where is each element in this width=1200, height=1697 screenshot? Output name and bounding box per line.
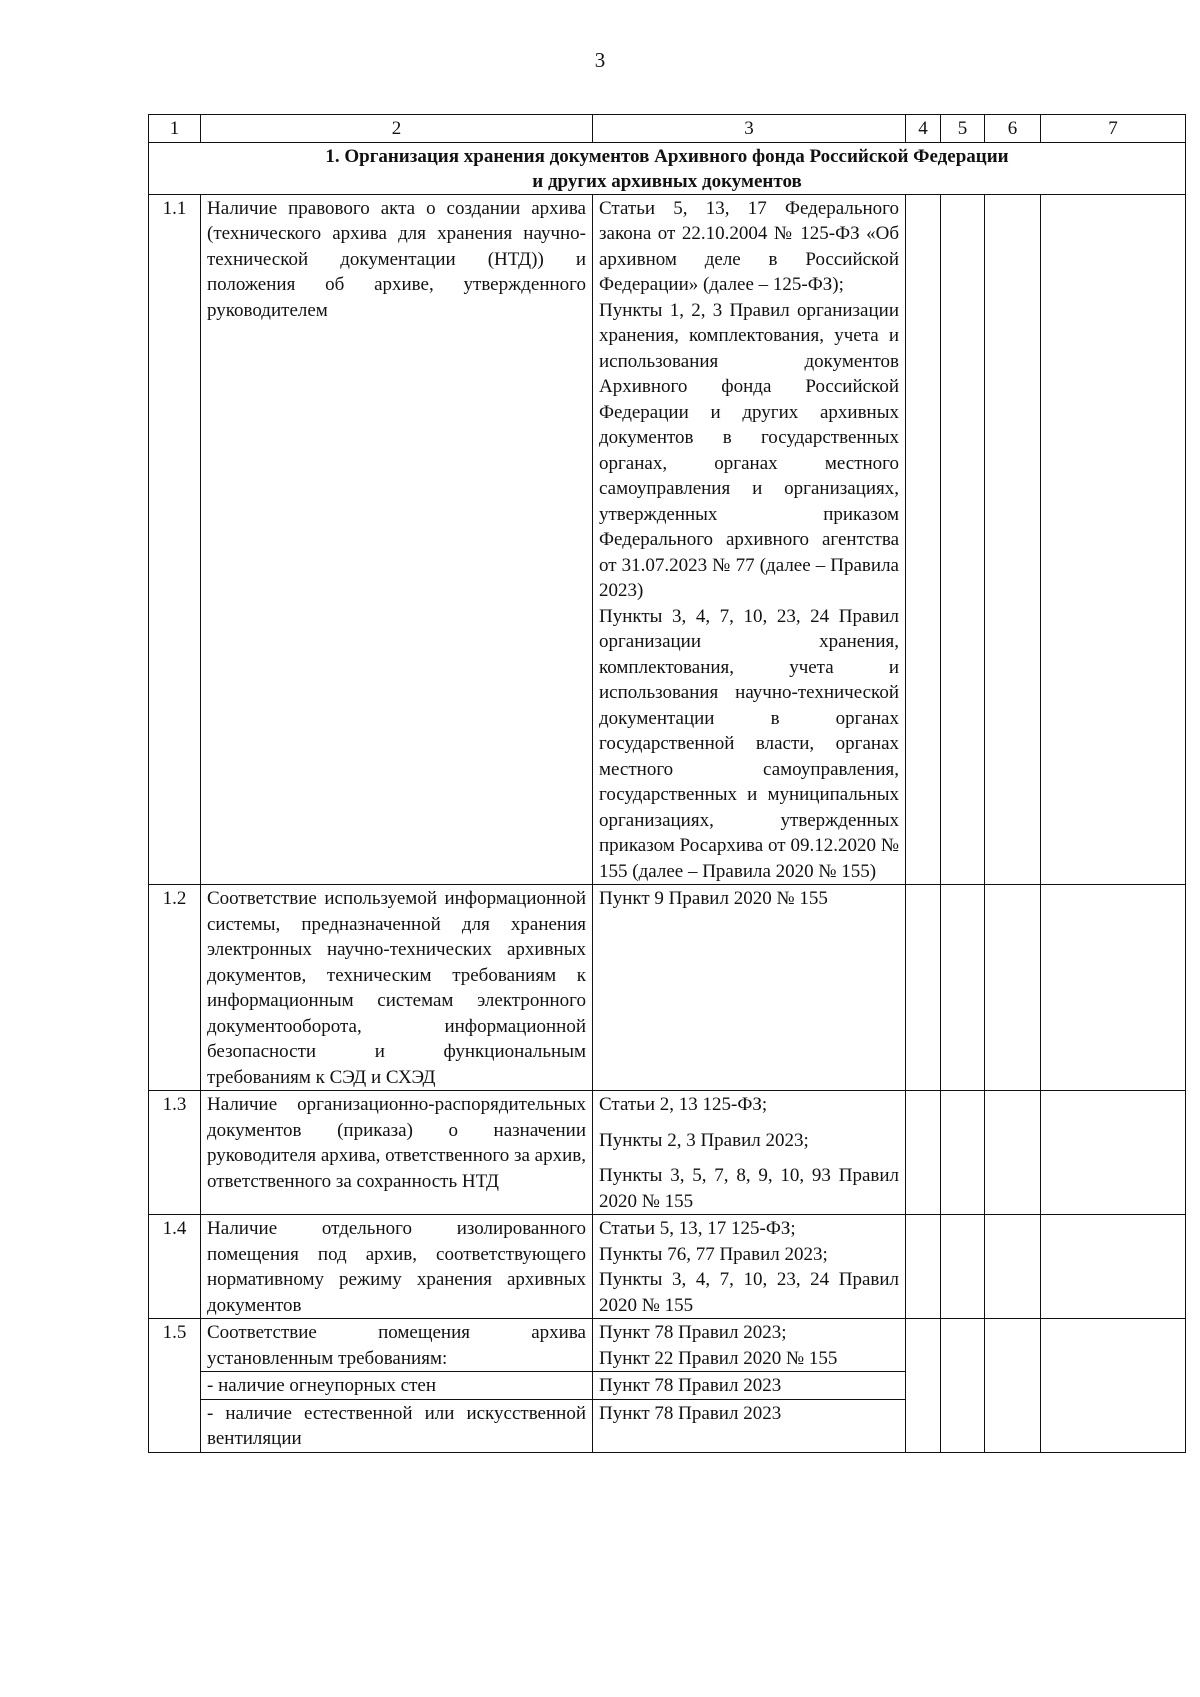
requirement-text: Наличие правового акта о создании архива (технического архива для хранения научно-технической документации (НТД)) и положения об архиве, утвержденного руководителем — [201, 194, 593, 885]
basis-item: Статьи 5, 13, 17 125-ФЗ; — [599, 1218, 796, 1239]
requirement-text: Наличие организационно-распорядительных документов (приказа) о назначении руководителя архива, ответственного за архив, ответственного за сохранность НТД — [201, 1091, 593, 1215]
empty-cell — [1041, 885, 1186, 1091]
section-title — [149, 142, 1186, 194]
table-row — [149, 1319, 1186, 1372]
empty-cell — [941, 1319, 985, 1453]
empty-cell — [906, 194, 941, 885]
table-row — [149, 194, 1186, 885]
basis-item: Пункт 9 Правил 2020 № 155 — [599, 888, 828, 909]
column-header-6: 6 — [985, 115, 1041, 143]
basis-item: Статьи 2, 13 125-ФЗ; — [599, 1094, 768, 1115]
basis-item: Пункты 1, 2, 3 Правил организации хранения, комплектования, учета и использования документов Архивного фонда Российской Федерации и других архивных документов в государственных органах, органах местного самоуправления и организациях, утвержденных приказом Федерального архивного агентства от 31.07.2023 № 77 (далее – Правила 2023) — [599, 299, 899, 601]
table-row — [149, 1091, 1186, 1215]
empty-cell — [906, 1215, 941, 1319]
column-header-3: 3 — [593, 115, 906, 143]
section-title-line-1: 1. Организация хранения документов Архивного фонда Российской Федерации — [325, 145, 1009, 167]
column-header-5: 5 — [941, 115, 985, 143]
row-number: 1.3 — [149, 1091, 201, 1215]
basis-item: Пункт 78 Правил 2023 — [599, 1375, 782, 1396]
empty-cell — [906, 1091, 941, 1215]
legal-basis — [593, 885, 906, 1091]
basis-item: Пункт 78 Правил 2023; — [599, 1322, 787, 1343]
column-header-7: 7 — [1041, 115, 1186, 143]
basis-item: Пункты 3, 4, 7, 10, 23, 24 Правил организации хранения, комплектования, учета и использования научно-технической документации в органах государственной власти, органах местного самоуправления, государственных и муниципальных организациях, утвержденных приказом Росархива от 09.12.2020 № 155 (далее – Правила 2020 № 155) — [599, 605, 899, 882]
basis-item: Пункт 78 Правил 2023 — [599, 1402, 782, 1424]
empty-cell — [1041, 1215, 1186, 1319]
basis-item: Статьи 5, 13, 17 Федерального закона от 22.10.2004 № 125-ФЗ «Об архивном деле в Российской Федерации» (далее – 125-ФЗ); — [599, 197, 899, 295]
empty-cell — [985, 1319, 1041, 1453]
legal-basis — [593, 1372, 906, 1400]
basis-item: Пункт 22 Правил 2020 № 155 — [599, 1347, 838, 1369]
requirement-text: - наличие естественной или искусственной вентиляции — [201, 1399, 593, 1452]
empty-cell — [941, 885, 985, 1091]
spacer — [599, 1153, 899, 1163]
basis-item: Пункты 76, 77 Правил 2023; — [599, 1243, 828, 1265]
legal-basis — [593, 194, 906, 885]
section-title-line-2: и других архивных документов — [532, 170, 802, 192]
legal-basis — [593, 1091, 906, 1215]
empty-cell — [906, 885, 941, 1091]
row-number: 1.1 — [149, 194, 201, 885]
row-number: 1.5 — [149, 1319, 201, 1453]
empty-cell — [985, 1215, 1041, 1319]
empty-cell — [941, 1091, 985, 1215]
empty-cell — [985, 885, 1041, 1091]
empty-cell — [906, 1319, 941, 1453]
basis-item: Пункты 2, 3 Правил 2023; — [599, 1129, 809, 1151]
column-header-1: 1 — [149, 115, 201, 143]
column-header-4: 4 — [906, 115, 941, 143]
inspection-table — [148, 114, 1186, 1453]
empty-cell — [941, 1215, 985, 1319]
legal-basis — [593, 1215, 906, 1319]
spacer — [599, 1118, 899, 1128]
column-number-row — [149, 115, 1186, 143]
table-row — [149, 885, 1186, 1091]
empty-cell — [985, 194, 1041, 885]
page-number: 3 — [594, 48, 606, 72]
requirement-text: Наличие отдельного изолированного помещения под архив, соответствующего нормативному режиму хранения архивных документов — [201, 1215, 593, 1319]
basis-item: Пункты 3, 4, 7, 10, 23, 24 Правил 2020 № 155 — [599, 1269, 899, 1316]
basis-item: Пункты 3, 5, 7, 8, 9, 10, 93 Правил 2020 № 155 — [599, 1165, 899, 1212]
row-number: 1.4 — [149, 1215, 201, 1319]
row-number: 1.2 — [149, 885, 201, 1091]
section-title-row — [149, 142, 1186, 194]
empty-cell — [1041, 1091, 1186, 1215]
empty-cell — [941, 194, 985, 885]
requirement-text: - наличие огнеупорных стен — [201, 1372, 593, 1400]
legal-basis — [593, 1399, 906, 1452]
table-row — [149, 1215, 1186, 1319]
empty-cell — [1041, 194, 1186, 885]
requirement-text: Соответствие используемой информационной системы, предназначенной для хранения электронных научно-технических архивных документов, техническим требованиям к информационным системам электронного документооборота, информационной безопасности и функциональным требованиям к СЭД и СХЭД — [201, 885, 593, 1091]
empty-cell — [1041, 1319, 1186, 1453]
requirement-text: Соответствие помещения архива установленным требованиям: — [201, 1319, 593, 1372]
column-header-2: 2 — [201, 115, 593, 143]
legal-basis — [593, 1319, 906, 1372]
empty-cell — [985, 1091, 1041, 1215]
